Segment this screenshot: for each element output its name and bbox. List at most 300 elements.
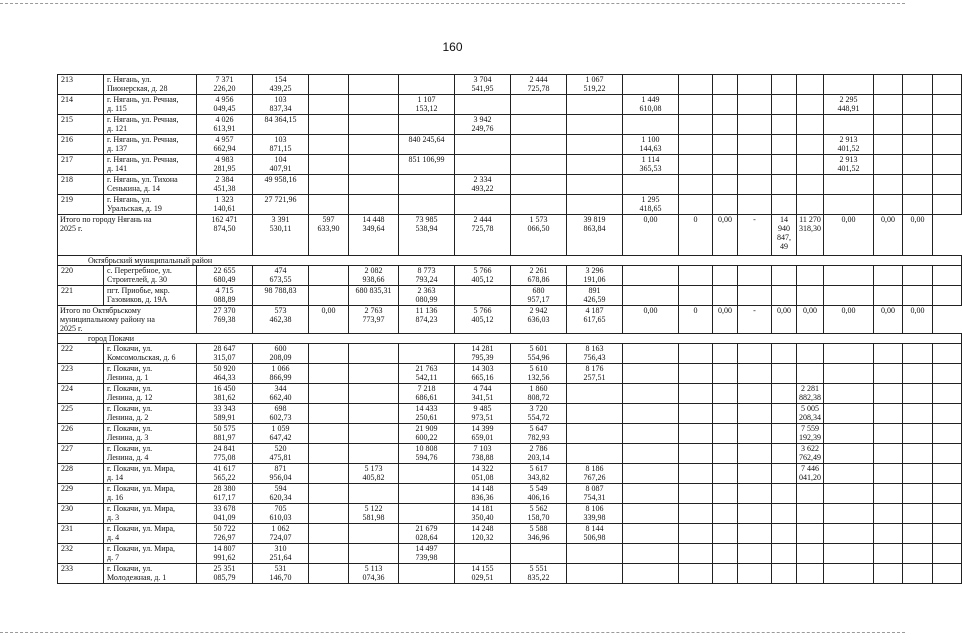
total-cell: 0,00 — [772, 306, 797, 334]
total-cell: 3 391 530,11 — [253, 215, 309, 256]
value-cell — [623, 364, 679, 384]
row-number: 216 — [58, 135, 104, 155]
value-cell — [933, 504, 962, 524]
value-cell — [874, 504, 903, 524]
value-cell: 14 281 795,39 — [455, 344, 511, 364]
value-cell — [903, 404, 933, 424]
total-cell: 0,00 — [623, 306, 679, 334]
value-cell: 1 067 519,22 — [567, 75, 623, 95]
value-cell — [623, 175, 679, 195]
value-cell — [824, 266, 874, 286]
address-cell: г. Покачи, ул. Мира, д. 14 — [104, 464, 197, 484]
value-cell — [713, 344, 738, 364]
row-number: 230 — [58, 504, 104, 524]
value-cell — [772, 195, 797, 215]
value-cell — [349, 195, 399, 215]
value-cell — [309, 404, 349, 424]
table-row — [58, 266, 962, 286]
value-cell — [399, 504, 455, 524]
value-cell: 50 920 464,33 — [197, 364, 253, 384]
value-cell — [455, 135, 511, 155]
value-cell: 14 399 659,01 — [455, 424, 511, 444]
table-row — [58, 175, 962, 195]
value-cell — [933, 544, 962, 564]
value-cell — [933, 115, 962, 135]
row-number: 214 — [58, 95, 104, 115]
row-number: 226 — [58, 424, 104, 444]
value-cell — [623, 544, 679, 564]
value-cell — [874, 115, 903, 135]
total-cell: 2 763 773,97 — [349, 306, 399, 334]
value-cell — [738, 424, 772, 444]
value-cell — [713, 95, 738, 115]
value-cell: 310 251,64 — [253, 544, 309, 564]
address-cell: г. Покачи, ул. Ленина, д. 4 — [104, 444, 197, 464]
value-cell — [349, 115, 399, 135]
row-number: 217 — [58, 155, 104, 175]
value-cell — [679, 266, 713, 286]
section-title: Октябрьский муниципальный район — [58, 256, 962, 266]
value-cell — [903, 524, 933, 544]
row-number: 224 — [58, 384, 104, 404]
value-cell — [713, 504, 738, 524]
value-cell: 84 364,15 — [253, 115, 309, 135]
value-cell — [738, 364, 772, 384]
value-cell: 14 248 120,32 — [455, 524, 511, 544]
value-cell — [309, 155, 349, 175]
value-cell — [679, 115, 713, 135]
value-cell — [399, 195, 455, 215]
table-row — [58, 424, 962, 444]
table-row — [58, 404, 962, 424]
value-cell: 474 673,55 — [253, 266, 309, 286]
value-cell: 8 176 257,51 — [567, 364, 623, 384]
value-cell — [797, 175, 824, 195]
total-cell: 4 187 617,65 — [567, 306, 623, 334]
value-cell — [567, 384, 623, 404]
value-cell — [399, 464, 455, 484]
total-cell: 0,00 — [797, 306, 824, 334]
row-number: 231 — [58, 524, 104, 544]
value-cell: 4 026 613,91 — [197, 115, 253, 135]
value-cell — [824, 364, 874, 384]
value-cell: 600 208,09 — [253, 344, 309, 364]
value-cell — [567, 155, 623, 175]
value-cell — [874, 444, 903, 464]
total-cell: 11 270 318,30 — [797, 215, 824, 256]
table-row — [58, 135, 962, 155]
value-cell: 5 122 581,98 — [349, 504, 399, 524]
value-cell — [933, 444, 962, 464]
value-cell: 1 107 153,12 — [399, 95, 455, 115]
value-cell — [567, 115, 623, 135]
value-cell — [824, 404, 874, 424]
value-cell — [797, 504, 824, 524]
value-cell — [623, 424, 679, 444]
value-cell — [933, 175, 962, 195]
value-cell: 2 444 725,78 — [511, 75, 567, 95]
value-cell: 5 588 346,96 — [511, 524, 567, 544]
page-number: 160 — [442, 40, 463, 54]
value-cell — [679, 404, 713, 424]
address-cell: г. Покачи, ул. Ленина, д. 12 — [104, 384, 197, 404]
value-cell — [824, 464, 874, 484]
value-cell — [874, 464, 903, 484]
value-cell: 2 334 493,22 — [455, 175, 511, 195]
address-cell: г. Покачи, ул. Ленина, д. 3 — [104, 424, 197, 444]
value-cell — [903, 364, 933, 384]
value-cell — [738, 75, 772, 95]
value-cell: 1 100 144,63 — [623, 135, 679, 155]
value-cell — [679, 75, 713, 95]
value-cell: 28 647 315,07 — [197, 344, 253, 364]
value-cell — [824, 286, 874, 306]
address-cell: г. Нягань, ул. Речная, д. 137 — [104, 135, 197, 155]
row-number: 227 — [58, 444, 104, 464]
value-cell — [455, 544, 511, 564]
value-cell — [933, 524, 962, 544]
value-cell — [772, 404, 797, 424]
value-cell — [903, 95, 933, 115]
value-cell — [567, 424, 623, 444]
total-cell: 0,00 — [713, 306, 738, 334]
scan-bottom-border — [0, 632, 905, 633]
value-cell — [903, 384, 933, 404]
row-number: 228 — [58, 464, 104, 484]
table-row — [58, 195, 962, 215]
value-cell: 21 763 542,11 — [399, 364, 455, 384]
value-cell — [713, 75, 738, 95]
value-cell — [511, 195, 567, 215]
total-cell: 0 — [679, 215, 713, 256]
value-cell: 22 655 680,49 — [197, 266, 253, 286]
address-cell: с. Перегребное, ул. Строителей, д. 30 — [104, 266, 197, 286]
value-cell — [933, 155, 962, 175]
address-cell: г. Покачи, ул. Мира, д. 16 — [104, 484, 197, 504]
value-cell — [933, 95, 962, 115]
value-cell — [874, 135, 903, 155]
value-cell — [797, 564, 824, 584]
value-cell — [933, 364, 962, 384]
value-cell — [797, 484, 824, 504]
value-cell: 3 622 762,49 — [797, 444, 824, 464]
value-cell — [679, 175, 713, 195]
value-cell — [511, 95, 567, 115]
value-cell: 5 562 158,70 — [511, 504, 567, 524]
value-cell: 103 837,34 — [253, 95, 309, 115]
value-cell: 2 281 882,38 — [797, 384, 824, 404]
value-cell — [623, 564, 679, 584]
value-cell — [874, 195, 903, 215]
value-cell — [309, 544, 349, 564]
table-row — [58, 75, 962, 95]
value-cell — [738, 504, 772, 524]
value-cell: 8 773 793,24 — [399, 266, 455, 286]
row-number: 219 — [58, 195, 104, 215]
value-cell — [933, 564, 962, 584]
total-cell: 0,00 — [874, 306, 903, 334]
value-cell — [903, 444, 933, 464]
total-label: Итого по городу Нягань на 2025 г. — [58, 215, 197, 256]
value-cell — [713, 384, 738, 404]
value-cell — [679, 195, 713, 215]
value-cell: 8 106 339,98 — [567, 504, 623, 524]
total-cell: 0,00 — [824, 306, 874, 334]
value-cell — [738, 544, 772, 564]
value-cell — [679, 135, 713, 155]
value-cell — [567, 444, 623, 464]
total-cell: 573 462,38 — [253, 306, 309, 334]
table-row — [58, 444, 962, 464]
value-cell: 21 909 600,22 — [399, 424, 455, 444]
value-cell: 3 296 191,06 — [567, 266, 623, 286]
value-cell — [349, 344, 399, 364]
value-cell — [511, 175, 567, 195]
value-cell — [903, 115, 933, 135]
value-cell — [772, 75, 797, 95]
total-cell: 73 985 538,94 — [399, 215, 455, 256]
value-cell — [511, 155, 567, 175]
value-cell: 28 380 617,17 — [197, 484, 253, 504]
value-cell — [713, 424, 738, 444]
row-number: 229 — [58, 484, 104, 504]
value-cell — [824, 544, 874, 564]
value-cell — [713, 195, 738, 215]
value-cell — [797, 544, 824, 564]
value-cell — [623, 484, 679, 504]
value-cell: 5 617 343,82 — [511, 464, 567, 484]
value-cell — [874, 266, 903, 286]
value-cell — [874, 286, 903, 306]
value-cell — [738, 115, 772, 135]
value-cell — [309, 75, 349, 95]
value-cell: 5 549 406,16 — [511, 484, 567, 504]
table-row — [58, 484, 962, 504]
value-cell — [903, 424, 933, 444]
value-cell: 5 601 554,96 — [511, 344, 567, 364]
value-cell — [455, 155, 511, 175]
value-cell — [874, 344, 903, 364]
value-cell — [874, 564, 903, 584]
value-cell — [309, 95, 349, 115]
total-row — [58, 306, 962, 334]
total-cell: 27 370 769,38 — [197, 306, 253, 334]
value-cell: 103 871,15 — [253, 135, 309, 155]
row-number: 215 — [58, 115, 104, 135]
address-cell: г. Нягань, ул. Речная, д. 115 — [104, 95, 197, 115]
value-cell — [713, 175, 738, 195]
total-cell: - — [738, 215, 772, 256]
address-cell: г. Покачи, ул. Мира, д. 3 — [104, 504, 197, 524]
value-cell: 16 450 381,62 — [197, 384, 253, 404]
value-cell: 50 575 881,97 — [197, 424, 253, 444]
value-cell — [713, 266, 738, 286]
value-cell — [738, 135, 772, 155]
table-row — [58, 564, 962, 584]
address-cell: пгт. Приобье, мкр. Газовиков, д. 19А — [104, 286, 197, 306]
value-cell — [903, 266, 933, 286]
value-cell: 14 181 350,40 — [455, 504, 511, 524]
value-cell — [824, 344, 874, 364]
value-cell: 840 245,64 — [399, 135, 455, 155]
value-cell: 4 983 281,95 — [197, 155, 253, 175]
value-cell — [874, 364, 903, 384]
value-cell — [309, 464, 349, 484]
value-cell — [738, 344, 772, 364]
value-cell — [349, 404, 399, 424]
value-cell — [679, 564, 713, 584]
total-cell: 597 633,90 — [309, 215, 349, 256]
value-cell — [567, 564, 623, 584]
value-cell: 14 322 051,08 — [455, 464, 511, 484]
total-cell: 0,00 — [713, 215, 738, 256]
value-cell — [623, 524, 679, 544]
value-cell — [772, 384, 797, 404]
value-cell — [874, 75, 903, 95]
row-number: 220 — [58, 266, 104, 286]
value-cell — [511, 544, 567, 564]
value-cell: 4 957 662,94 — [197, 135, 253, 155]
value-cell — [772, 95, 797, 115]
value-cell — [713, 544, 738, 564]
value-cell — [797, 115, 824, 135]
total-cell: 0,00 — [903, 215, 933, 256]
value-cell — [309, 135, 349, 155]
value-cell: 7 371 226,20 — [197, 75, 253, 95]
value-cell — [679, 364, 713, 384]
value-cell — [309, 195, 349, 215]
value-cell: 698 602,73 — [253, 404, 309, 424]
value-cell — [738, 266, 772, 286]
value-cell: 98 788,83 — [253, 286, 309, 306]
value-cell — [797, 286, 824, 306]
value-cell: 41 617 565,22 — [197, 464, 253, 484]
value-cell — [824, 524, 874, 544]
value-cell — [399, 344, 455, 364]
value-cell — [713, 564, 738, 584]
value-cell — [933, 344, 962, 364]
value-cell — [738, 286, 772, 306]
value-cell — [903, 195, 933, 215]
value-cell: 33 343 589,91 — [197, 404, 253, 424]
section-row — [58, 256, 962, 266]
value-cell: 1 059 647,42 — [253, 424, 309, 444]
value-cell — [349, 484, 399, 504]
address-cell: г. Нягань, ул. Тихона Сенькина, д. 14 — [104, 175, 197, 195]
value-cell — [623, 504, 679, 524]
value-cell — [623, 115, 679, 135]
value-cell: 25 351 085,79 — [197, 564, 253, 584]
value-cell — [772, 115, 797, 135]
value-cell: 7 446 041,20 — [797, 464, 824, 484]
value-cell: 3 942 249,76 — [455, 115, 511, 135]
value-cell: 705 610,03 — [253, 504, 309, 524]
row-number: 223 — [58, 364, 104, 384]
value-cell — [399, 175, 455, 195]
value-cell — [679, 544, 713, 564]
value-cell — [309, 424, 349, 444]
value-cell — [455, 286, 511, 306]
value-cell — [772, 424, 797, 444]
value-cell — [772, 175, 797, 195]
value-cell — [679, 444, 713, 464]
value-cell — [874, 524, 903, 544]
value-cell — [824, 75, 874, 95]
value-cell — [713, 135, 738, 155]
section-row — [58, 334, 962, 344]
value-cell — [903, 75, 933, 95]
value-cell: 8 087 754,31 — [567, 484, 623, 504]
value-cell — [903, 135, 933, 155]
value-cell: 1 066 866,99 — [253, 364, 309, 384]
address-cell: г. Покачи, ул. Мира, д. 4 — [104, 524, 197, 544]
value-cell — [797, 524, 824, 544]
value-cell — [309, 115, 349, 135]
value-cell — [874, 484, 903, 504]
value-cell — [567, 95, 623, 115]
total-cell: 0,00 — [903, 306, 933, 334]
value-cell — [309, 524, 349, 544]
value-cell — [349, 444, 399, 464]
value-cell — [933, 464, 962, 484]
table-row — [58, 155, 962, 175]
value-cell: 1 114 365,53 — [623, 155, 679, 175]
address-cell: г. Покачи, ул. Молодежная, д. 1 — [104, 564, 197, 584]
value-cell — [567, 544, 623, 564]
value-cell: 344 662,40 — [253, 384, 309, 404]
value-cell: 680 835,31 — [349, 286, 399, 306]
value-cell: 2 913 401,52 — [824, 135, 874, 155]
scan-top-border — [0, 3, 905, 4]
value-cell — [797, 135, 824, 155]
value-cell — [679, 484, 713, 504]
value-cell — [713, 444, 738, 464]
total-cell: 162 471 874,50 — [197, 215, 253, 256]
value-cell — [738, 484, 772, 504]
total-row — [58, 215, 962, 256]
total-cell: 1 573 066,50 — [511, 215, 567, 256]
value-cell — [738, 464, 772, 484]
section-title: город Покачи — [58, 334, 962, 344]
value-cell — [933, 75, 962, 95]
value-cell — [824, 175, 874, 195]
value-cell — [903, 484, 933, 504]
value-cell — [511, 115, 567, 135]
table-row — [58, 286, 962, 306]
value-cell — [797, 95, 824, 115]
value-cell — [933, 286, 962, 306]
value-cell: 14 303 665,16 — [455, 364, 511, 384]
value-cell: 24 841 775,08 — [197, 444, 253, 464]
value-cell — [567, 404, 623, 424]
value-cell: 2 363 080,99 — [399, 286, 455, 306]
value-cell — [874, 155, 903, 175]
value-cell — [903, 564, 933, 584]
value-cell — [824, 504, 874, 524]
value-cell — [567, 175, 623, 195]
total-cell: 2 942 636,03 — [511, 306, 567, 334]
value-cell — [623, 444, 679, 464]
value-cell — [738, 384, 772, 404]
value-cell — [679, 524, 713, 544]
total-label: Итого по Октябрьскому муниципальному району на 2025 г. — [58, 306, 197, 334]
total-cell: 0,00 — [874, 215, 903, 256]
value-cell — [623, 266, 679, 286]
value-cell — [874, 544, 903, 564]
value-cell: 5 647 782,93 — [511, 424, 567, 444]
address-cell: г. Покачи, ул. Ленина, д. 1 — [104, 364, 197, 384]
value-cell — [874, 424, 903, 444]
